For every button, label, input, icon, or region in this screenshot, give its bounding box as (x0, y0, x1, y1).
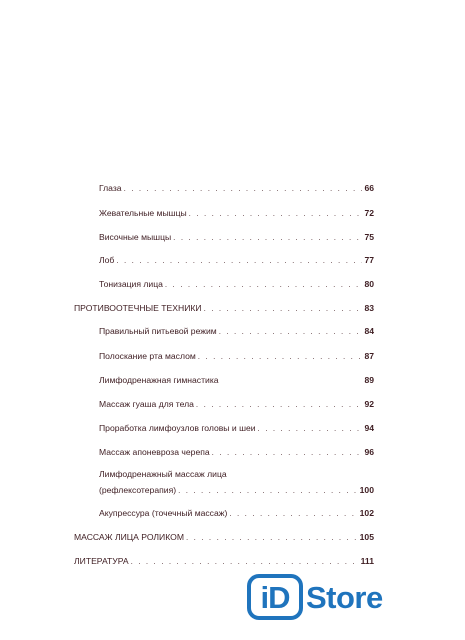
toc-entry-title-line2: (рефлексотерапия) (99, 485, 177, 495)
toc-entry[interactable] (99, 508, 374, 518)
toc-entry[interactable] (99, 399, 374, 409)
toc-entry-title: Лимфодренажная гимнастика (99, 375, 219, 385)
dot-leader (196, 400, 363, 409)
idstore-logo-box (247, 574, 303, 620)
toc-entry-page: 87 (364, 351, 374, 361)
toc-entry-title: Тонизация лица (99, 279, 163, 289)
toc-entry-page: 66 (364, 183, 374, 193)
toc-entry-title: ЛИТЕРАТУРА (74, 556, 129, 566)
toc-entry[interactable] (99, 375, 374, 385)
dot-leader (165, 280, 363, 289)
dot-leader (186, 533, 358, 542)
toc-entry-title: Массаж апоневроза черепа (99, 447, 210, 457)
logo-store-text: Store (306, 579, 383, 615)
toc-entry-title: Акупрессура (точечный массаж) (99, 508, 228, 518)
dot-leader (204, 304, 363, 313)
toc-entry-title-line1: Лимфодренажный массаж лица (99, 469, 227, 479)
toc-entry-title: Жевательные мышцы (99, 208, 187, 218)
dot-leader (189, 209, 363, 218)
toc-entry-page: 80 (364, 279, 374, 289)
toc-entry-page: 100 (359, 485, 374, 495)
dot-leader (229, 509, 357, 518)
toc-entry-page: 84 (364, 326, 374, 336)
dot-leader (219, 327, 363, 336)
dot-leader (178, 486, 358, 495)
toc-section-entry[interactable] (74, 532, 374, 542)
idstore-logo (247, 574, 383, 620)
toc-entry-title: Височные мышцы (99, 232, 172, 242)
toc-entry-page: 83 (364, 303, 374, 313)
toc-entry[interactable] (99, 447, 374, 457)
toc-entry-page: 89 (364, 375, 374, 385)
toc-entry-title: Полоскание рта маслом (99, 351, 196, 361)
toc-entry-title: Массаж гуаша для тела (99, 399, 194, 409)
dot-leader (116, 256, 362, 265)
toc-section-entry[interactable] (74, 303, 374, 313)
toc-entry-title: Лоб (99, 255, 115, 265)
dot-leader (198, 352, 363, 361)
toc-entry[interactable] (99, 255, 374, 265)
toc-entry-page: 105 (359, 532, 374, 542)
toc-entry-title: Проработка лимфоузлов головы и шеи (99, 423, 256, 433)
toc-entry-page: 75 (364, 232, 374, 242)
toc-entry-page: 77 (364, 255, 374, 265)
toc-entry[interactable] (99, 232, 374, 242)
toc-entry-title: МАССАЖ ЛИЦА РОЛИКОМ (74, 532, 184, 542)
logo-id-text: iD (260, 579, 290, 615)
toc-entry-page: 102 (359, 508, 374, 518)
toc-entry-title: ПРОТИВООТЕЧНЫЕ ТЕХНИКИ (74, 303, 202, 313)
toc-entry-page: 92 (364, 399, 374, 409)
toc-entry-page: 72 (364, 208, 374, 218)
toc-entry[interactable] (99, 208, 374, 218)
dot-leader (131, 557, 359, 566)
toc-entry[interactable] (99, 326, 374, 336)
toc-entry[interactable] (99, 423, 374, 433)
dot-leader (173, 233, 362, 242)
toc-entry[interactable] (99, 279, 374, 289)
toc-section-entry[interactable] (74, 556, 374, 566)
dot-leader (258, 424, 363, 433)
toc-entry-page: 94 (364, 423, 374, 433)
dot-leader (124, 184, 363, 193)
toc-entry-page: 96 (364, 447, 374, 457)
toc-entry-multiline[interactable] (99, 469, 374, 495)
toc-entry-page: 111 (360, 556, 374, 566)
toc-entry-title: Правильный питьевой режим (99, 326, 217, 336)
toc-entry[interactable] (99, 183, 374, 193)
dot-leader (212, 448, 363, 457)
toc-entry[interactable] (99, 351, 374, 361)
toc-entry-title: Глаза (99, 183, 122, 193)
